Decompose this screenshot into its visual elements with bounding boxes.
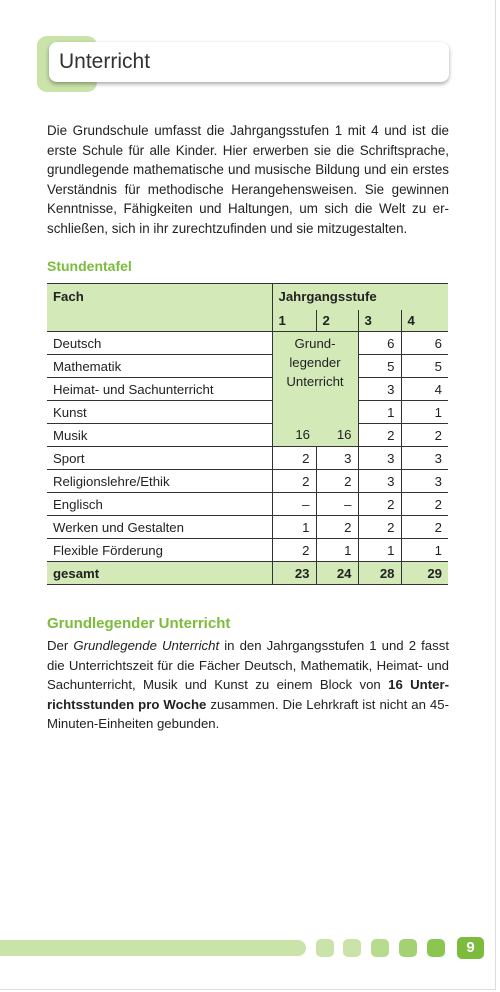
footer-dot <box>343 939 361 957</box>
fach-cell: Kunst <box>47 401 272 424</box>
footer-dot <box>371 939 389 957</box>
intro-text-block <box>47 121 449 238</box>
footer-dot <box>427 939 445 957</box>
table-row <box>47 516 448 539</box>
fach-cell: Mathematik <box>47 355 272 378</box>
value-cell: 2 <box>401 493 448 516</box>
fach-cell: Religionslehre/Ethik <box>47 470 272 493</box>
value-cell: 2 <box>272 539 316 562</box>
value-cell: 3 <box>358 470 401 493</box>
value-cell: 2 <box>401 516 448 539</box>
grundlegender-unterricht-heading: Grundlegender Unterricht <box>47 615 231 632</box>
value-cell: 5 <box>401 355 448 378</box>
value-cell: 1 <box>358 401 401 424</box>
total-value: 29 <box>401 562 448 585</box>
table-row <box>47 401 448 424</box>
table-header-row <box>47 284 448 310</box>
value-cell: 1 <box>401 401 448 424</box>
year-header-3: 3 <box>358 310 401 332</box>
value-cell: 2 <box>401 424 448 447</box>
fach-cell: Flexible Förderung <box>47 539 272 562</box>
grund-label-cell <box>272 332 358 424</box>
total-row <box>47 562 448 585</box>
grund-paragraph <box>47 636 449 734</box>
table-row <box>47 539 448 562</box>
value-cell: 2 <box>272 447 316 470</box>
value-cell: 2 <box>358 516 401 539</box>
value-cell: 2 <box>358 424 401 447</box>
total-label: gesamt <box>47 562 272 585</box>
value-cell: 3 <box>358 447 401 470</box>
table-row <box>47 332 448 355</box>
fach-cell: Musik <box>47 424 272 447</box>
col-fach-header: Fach <box>47 284 272 310</box>
footer-dot <box>316 939 334 957</box>
table-row <box>47 424 448 447</box>
value-cell: 1 <box>316 539 358 562</box>
footer-bar <box>0 940 306 956</box>
fach-cell: Englisch <box>47 493 272 516</box>
value-cell: 16 <box>272 424 316 447</box>
grund-text-part: Der <box>47 638 74 653</box>
table-row <box>47 493 448 516</box>
value-cell: 16 <box>316 424 358 447</box>
value-cell: 1 <box>272 516 316 539</box>
stundentafel-table <box>47 283 448 585</box>
col-fach-header-spacer <box>47 310 272 332</box>
value-cell: 5 <box>358 355 401 378</box>
value-cell: 1 <box>358 539 401 562</box>
grund-label-line: legender <box>289 355 341 370</box>
value-cell: 1 <box>401 539 448 562</box>
value-cell: 2 <box>316 470 358 493</box>
year-header-4: 4 <box>401 310 448 332</box>
total-value: 24 <box>316 562 358 585</box>
total-value: 23 <box>272 562 316 585</box>
year-header-2: 2 <box>316 310 358 332</box>
grund-text-part: zusammen. Die Lehrkraft ist nicht an 45-Minuten-Einheiten gebunden. <box>47 696 449 731</box>
year-header-row <box>47 310 448 332</box>
table-row <box>47 378 448 401</box>
table-row <box>47 447 448 470</box>
value-cell: 2 <box>358 493 401 516</box>
fach-cell: Heimat- und Sachunterricht <box>47 378 272 401</box>
year-header-1: 1 <box>272 310 316 332</box>
grund-label-line: Unterricht <box>286 374 344 389</box>
value-cell: 2 <box>316 516 358 539</box>
footer-dot <box>399 939 417 957</box>
value-cell: 3 <box>358 378 401 401</box>
value-cell: 3 <box>401 470 448 493</box>
value-cell: 3 <box>316 447 358 470</box>
value-cell: 6 <box>401 332 448 355</box>
table-row <box>47 355 448 378</box>
fach-cell: Sport <box>47 447 272 470</box>
grund-text-italic: Grundlegende Unterricht <box>73 638 220 653</box>
title-box <box>49 42 449 82</box>
page-number: 9 <box>457 937 484 959</box>
page-title: Unterricht <box>59 50 151 73</box>
fach-cell: Deutsch <box>47 332 272 355</box>
value-cell: – <box>272 493 316 516</box>
stundentafel-heading: Stundentafel <box>47 258 132 274</box>
value-cell: 4 <box>401 378 448 401</box>
grund-text-block <box>47 636 449 734</box>
grund-text-bold: 16 Unterrichtsstunden pro Woche <box>47 677 449 712</box>
grund-label-line: Grund- <box>294 336 336 351</box>
value-cell: 3 <box>401 447 448 470</box>
grund-text-part: in den Jahrgangsstufen 1 und 2 fasst die Unterrichtszeit für die Fächer Deutsch, Mathematik, Heimat- und Sachunterricht, Musik und Kunst zu einem Block von <box>47 638 449 692</box>
value-cell: – <box>316 493 358 516</box>
fach-cell: Werken und Gestalten <box>47 516 272 539</box>
intro-paragraph: Die Grundschule umfasst die Jahrgangsstufen 1 mit 4 und ist die erste Schule für alle Kinder. Hier erwerben sie die Schriftsprache, grundlegende mathematische und musische Bildung und ein erstes Verständnis für methodische Herangehensweisen. Sie gewinnen Kenntnisse, Fähigkeiten und Haltungen, um sich die Welt zu erschließen, sich in ihr zurechtzufinden und sie mitzugestalten. <box>47 123 449 236</box>
value-cell: 2 <box>272 470 316 493</box>
value-cell: 6 <box>358 332 401 355</box>
total-value: 28 <box>358 562 401 585</box>
col-jahrgang-header: Jahrgangsstufe <box>272 284 448 310</box>
table-row <box>47 470 448 493</box>
